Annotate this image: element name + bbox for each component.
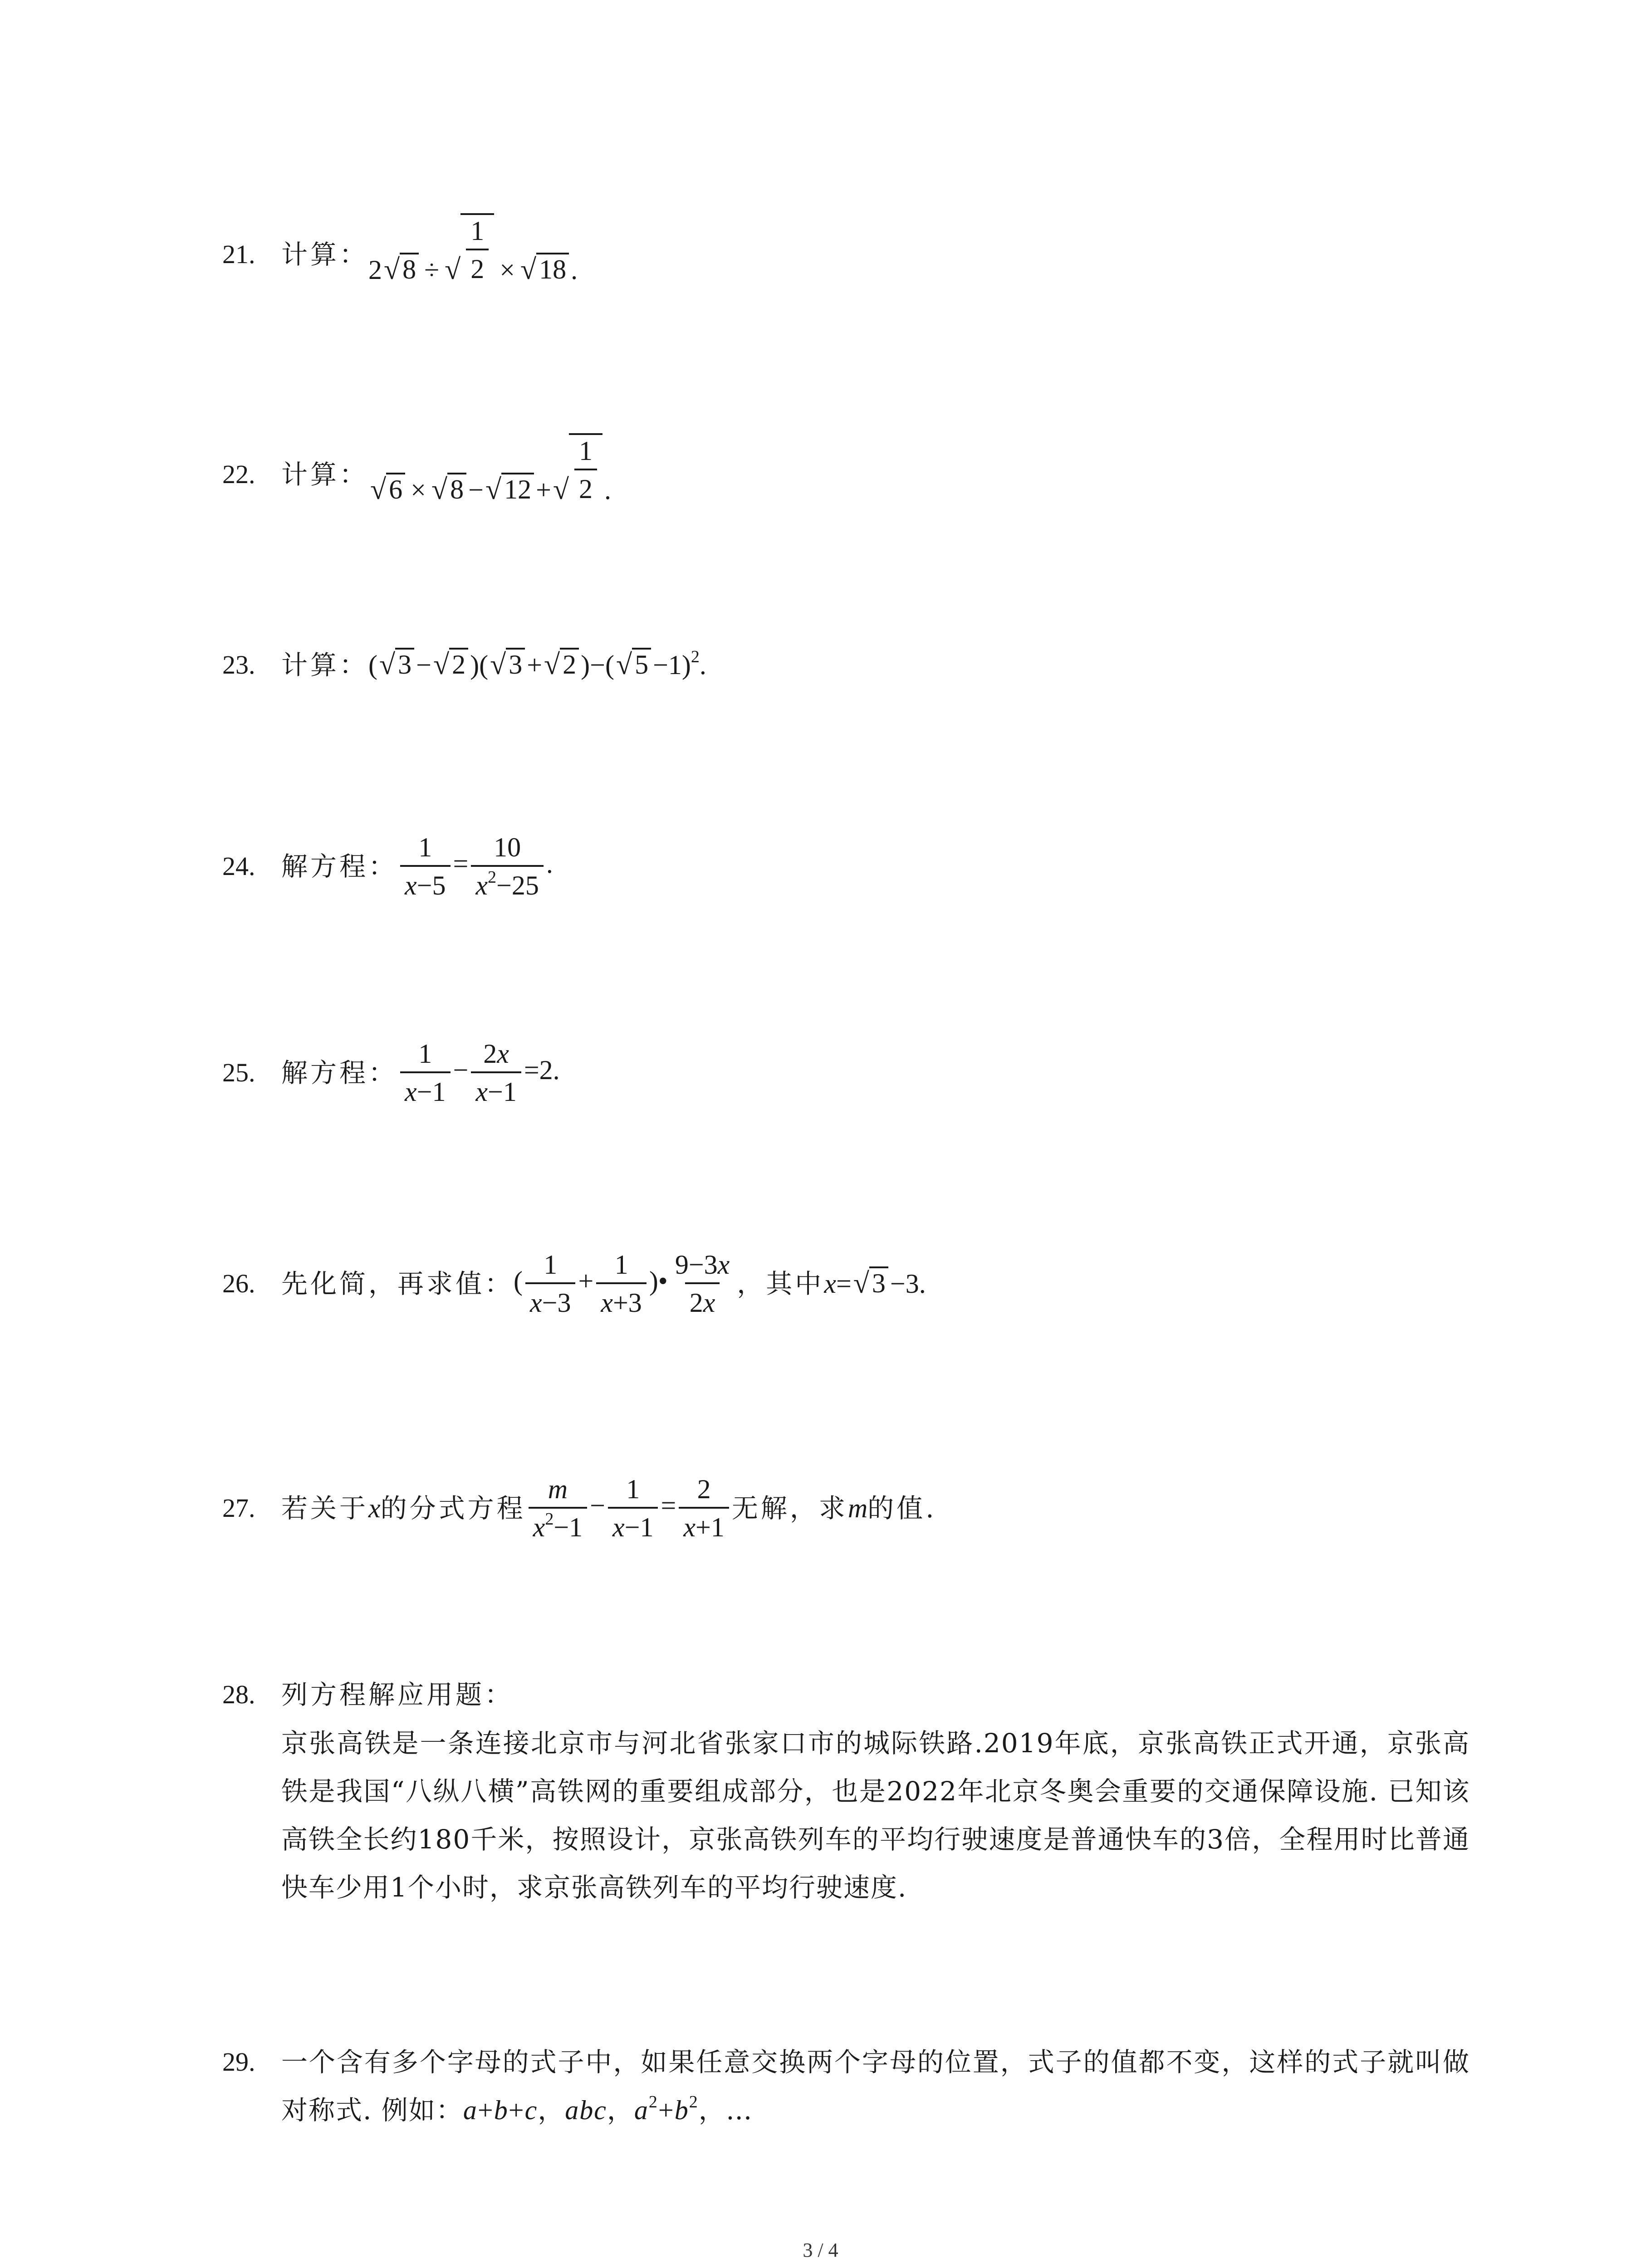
- question-24: [222, 832, 553, 900]
- question-tail-end: 的值.: [867, 1493, 937, 1524]
- separator: ，: [698, 2095, 726, 2126]
- question-number: 27.: [222, 1493, 255, 1523]
- question-tail: 无解，求: [731, 1493, 848, 1524]
- question-lead: 计算：: [281, 459, 369, 490]
- question-29-text: 一个含有多个字母的式子中，如果任意交换两个字母的位置，式子的值都不变，这样的式子就叫做对称式. 例如：: [281, 2047, 1470, 2126]
- question-lead: 先化简，再求值：: [281, 1268, 514, 1299]
- question-29: [222, 2037, 281, 2087]
- variable-m: m: [847, 1493, 868, 1523]
- math-expression: √ 6 × √ 8 − √ 12 + √ $\frac{1}{2}$ .: [368, 433, 611, 515]
- example-1: a+b+c: [463, 2095, 538, 2125]
- example-2: abc: [565, 2095, 607, 2125]
- question-29-body: [281, 2038, 1470, 2134]
- question-lead: 解方程：: [281, 1057, 398, 1088]
- question-27: [222, 1474, 937, 1542]
- variable-x: x: [368, 1493, 381, 1523]
- math-expression: $\frac{1}{x-5}$ = $\frac{10}{x^2-25}$ .: [397, 832, 553, 900]
- question-26: [222, 1250, 926, 1318]
- example-3: $a^2+b^2$: [634, 2092, 699, 2125]
- math-expression: ( √ 3 − √ 2 )( √ 3 + √ 2 )−( √ 5 −1)$^2$.: [368, 647, 706, 680]
- page-number: 3 / 4: [803, 2239, 838, 2261]
- question-lead: 计算：: [281, 239, 369, 270]
- question-22: [222, 433, 611, 515]
- math-expression: $\frac{m}{x^2-1}$ − $\frac{1}{x-1}$ = $\frac{2}{x+1}$: [526, 1474, 732, 1542]
- question-28-body: 京张高铁是一条连接北京市与河北省张家口市的城际铁路.2019年底，京张高铁正式开通，京张高铁是我国“八纵八横”高铁网的重要组成部分，也是2022年北京冬奥会重要的交通保障设施. 已知该高铁全长约180千米，按照设计，京张高铁列车的平均行驶速度是普通快车的3倍，全程用时比普通快车少用1个小时，求京张高铁列车的平均行驶速度.: [281, 1728, 1470, 1903]
- question-23: [222, 640, 706, 690]
- question-number: 25.: [222, 1058, 255, 1087]
- question-lead: 若关于: [281, 1493, 369, 1524]
- question-lead: 列方程解应用题：: [281, 1679, 514, 1710]
- question-lead: 解方程：: [281, 851, 398, 882]
- question-number: 29.: [222, 2047, 255, 2077]
- question-number: 26.: [222, 1269, 255, 1298]
- math-expression: ( $\frac{1}{x-3}$ + $\frac{1}{x+3}$ )• $\frac{9-3x}{2x}$: [514, 1250, 730, 1318]
- question-number: 28.: [222, 1680, 255, 1709]
- question-where: ，其中: [737, 1268, 824, 1299]
- question-28: [222, 1669, 514, 1720]
- math-condition: x= √ 3 −3.: [824, 1267, 926, 1299]
- math-expression: $\frac{1}{x-1}$ − $\frac{2x}{x-1}$ =2.: [397, 1039, 560, 1107]
- question-number: 22.: [222, 459, 255, 489]
- question-21: [222, 213, 578, 295]
- question-25: [222, 1039, 560, 1107]
- question-number: 23.: [222, 650, 255, 679]
- math-expression: 2 √ 8 ÷ √ $\frac{1}{2}$ × √ 18 .: [368, 213, 578, 295]
- separator: ，: [538, 2095, 565, 2126]
- question-lead: 计算：: [281, 650, 369, 680]
- question-number: 24.: [222, 851, 255, 881]
- question-number: 21.: [222, 239, 255, 269]
- question-mid: 的分式方程: [380, 1493, 526, 1524]
- separator: ，: [607, 2095, 634, 2126]
- ellipsis: …: [725, 2095, 753, 2126]
